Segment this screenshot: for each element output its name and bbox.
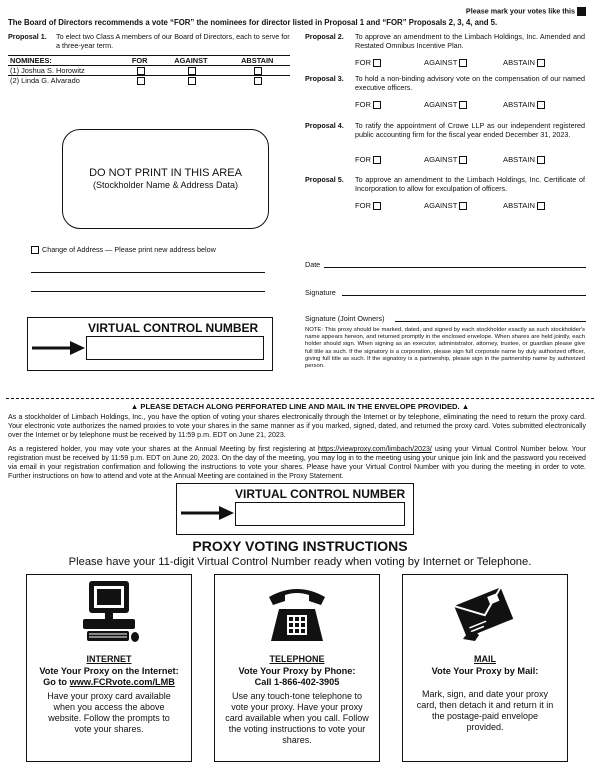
nominee-name: (2) Linda G. Alvarado: [10, 76, 80, 86]
virtual-control-number-box-2: [176, 483, 414, 535]
proposal-5: [305, 176, 585, 193]
proposal-2-for[interactable]: FOR: [355, 58, 381, 67]
abstain-header: ABSTAIN: [241, 56, 274, 65]
nominee-2-abstain-checkbox[interactable]: [254, 77, 262, 85]
proposal-4-abstain[interactable]: ABSTAIN: [503, 155, 545, 164]
proposal-2-label: Proposal 2.: [305, 32, 344, 41]
mail-icon: [453, 579, 517, 645]
change-of-address[interactable]: [31, 246, 216, 255]
do-not-print-label: DO NOT PRINT IN THIS AREA: [89, 167, 242, 179]
internet-heading: Vote Your Proxy on the Internet:: [39, 666, 179, 676]
proposal-5-label: Proposal 5.: [305, 175, 344, 184]
signature-label: Signature: [305, 288, 336, 297]
nominee-row: [8, 76, 290, 86]
proposal-3-for[interactable]: FOR: [355, 100, 381, 109]
nominee-2-for-checkbox[interactable]: [137, 77, 145, 85]
telephone-body: Use any touch-tone telephone to vote your proxy. Have your proxy card available when you call. Follow the voting instructions to vote your shares.: [225, 690, 369, 745]
fcrvote-link[interactable]: www.FCRvote.com/LMB: [69, 677, 175, 688]
telephone-card: [214, 574, 380, 762]
proposal-5-against[interactable]: AGAINST: [424, 201, 467, 210]
proposal-4-label: Proposal 4.: [305, 121, 344, 130]
internet-title: INTERNET: [86, 654, 132, 664]
proposal-3: [305, 75, 585, 92]
proposal-3-abstain[interactable]: ABSTAIN: [503, 100, 545, 109]
proposal-4-text: To ratify the appointment of Crowe LLP as our independent registered public accounting firm for the fiscal year ended December 31, 2023.: [355, 121, 585, 139]
signing-note: NOTE: This proxy should be marked, dated, and signed by each stockholder exactly as such stockholder's name appears hereon, and returned promptly in the enclosed envelope. When shares are held jointly, each holder should sign. When signing as an executor, administrator, attorney, trustee, or guardian please give full title as such. If the signatory is a corporation, please sign full corporate name by duly authorized officer, giving full title as such. If the signatory is a partnership, please sign in the partnership name by authorized person.: [305, 327, 585, 370]
proposal-1-label: Proposal 1.: [8, 32, 47, 41]
mail-body: Mark, sign, and date your proxy card, then detach it and return it in the postage-paid envelope provided.: [416, 689, 554, 733]
date-label: Date: [305, 260, 321, 269]
nominee-name: (1) Joshua S. Horowitz: [10, 66, 85, 76]
detach-instruction: ▲ PLEASE DETACH ALONG PERFORATED LINE AND MAIL IN THE ENVELOPE PROVIDED. ▲: [130, 402, 470, 411]
vcn-label: VIRTUAL CONTROL NUMBER: [88, 321, 259, 335]
proposal-2-abstain[interactable]: ABSTAIN: [503, 58, 545, 67]
vcn-field[interactable]: [86, 336, 264, 360]
proposal-2: [305, 33, 585, 50]
annual-meeting-paragraph: As a registered holder, you may vote your shares at the Annual Meeting by first registering at https://viewproxy.com/limbach/2023/ using your Virtual Control Number below. Your registration must be received by 11:59 p.m. EDT on June 20, 2023. On the day of the meeting, you may log in to the meeting using your unique join link and the password you received via email in your registration confirmation and following the instructions to vote your shares. Please have your Virtual Control Number with you during the meeting in order to vote. Further instructions on how to attend and vote at the Annual Meeting are contained in the Proxy Statement.: [8, 445, 586, 480]
nominee-row: [8, 66, 290, 76]
proposal-5-abstain[interactable]: ABSTAIN: [503, 201, 545, 210]
proposal-2-against[interactable]: AGAINST: [424, 58, 467, 67]
electronic-voting-paragraph: As a stockholder of Limbach Holdings, Inc., you have the option of voting your shares electronically through the Internet or by telephone, eliminating the need to return the proxy card. Your electronic vote authorizes the named proxies to vote your shares in the same manner as if you marked, signed, dated, and returned the proxy card. Votes submitted electronically over the Internet or by telephone must be received by 11:59 p.m. EDT on June 21, 2023.: [8, 413, 586, 439]
proposal-5-text: To approve an amendment to the Limbach Holdings, Inc. Certificate of Incorporation to allow for exculpation of officers.: [355, 175, 585, 193]
proposal-4-against[interactable]: AGAINST: [424, 155, 467, 164]
proposal-5-for[interactable]: FOR: [355, 201, 381, 210]
proposal-2-text: To approve an amendment to the Limbach Holdings, Inc. Amended and Restated Omnibus Incentive Plan.: [355, 32, 585, 50]
proposal-3-against[interactable]: AGAINST: [424, 100, 467, 109]
virtual-control-number-box: [27, 317, 273, 371]
viewproxy-link[interactable]: https://viewproxy.com/limbach/2023/: [318, 445, 432, 453]
proposal-3-text: To hold a non-binding advisory vote on the compensation of our named executive officers.: [355, 74, 585, 92]
vcn-label-2: VIRTUAL CONTROL NUMBER: [235, 487, 406, 501]
against-header: AGAINST: [174, 56, 208, 65]
instructions-title: PROXY VOTING INSTRUCTIONS: [192, 538, 408, 554]
arrow-right-icon: [181, 505, 235, 521]
internet-card: [26, 574, 192, 762]
proposal-4-for[interactable]: FOR: [355, 155, 381, 164]
signature-joint-label: Signature (Joint Owners): [305, 314, 385, 323]
signature-line[interactable]: [342, 295, 586, 296]
proposal-1: [8, 33, 290, 50]
instructions-subtitle: Please have your 11-digit Virtual Control Number ready when voting by Internet or Telephone.: [68, 556, 532, 568]
mail-card: [402, 574, 568, 762]
proposal-3-label: Proposal 3.: [305, 74, 344, 83]
internet-body: Have your proxy card available when you access the above website. Follow the prompts to vote your shares.: [47, 690, 171, 734]
telephone-number[interactable]: Call 1-866-402-3905: [254, 677, 340, 688]
mail-heading: Vote Your Proxy by Mail:: [431, 666, 539, 676]
address-line-2[interactable]: [31, 291, 265, 292]
proposal-4: [305, 122, 585, 139]
nominee-1-abstain-checkbox[interactable]: [254, 67, 262, 75]
address-data-label: (Stockholder Name & Address Data): [92, 180, 239, 190]
proposal-1-text: To elect two Class A members of our Board of Directors, each to serve for a three-year term.: [56, 32, 290, 50]
vcn-field-2[interactable]: [235, 502, 405, 526]
nominees-header: NOMINEES:: [10, 56, 52, 65]
address-line-1[interactable]: [31, 272, 265, 273]
internet-url-line: Go to www.FCRvote.com/LMB: [43, 677, 175, 688]
nominee-1-against-checkbox[interactable]: [188, 67, 196, 75]
telephone-heading: Vote Your Proxy by Phone:: [238, 666, 356, 676]
board-recommendation: The Board of Directors recommends a vote “FOR” the nominees for director listed in Proposal 1 and “FOR” Proposals 2, 3, 4, and 5.: [8, 18, 498, 27]
signature-joint-line[interactable]: [395, 321, 586, 322]
perforated-line: [6, 398, 594, 399]
nominee-2-against-checkbox[interactable]: [188, 77, 196, 85]
change-of-address-checkbox[interactable]: [31, 246, 39, 254]
nominee-1-for-checkbox[interactable]: [137, 67, 145, 75]
computer-icon: [77, 579, 141, 645]
address-area: [62, 129, 269, 229]
for-header: FOR: [131, 56, 148, 65]
mail-title: MAIL: [474, 654, 496, 664]
nominees-table: [8, 55, 290, 85]
mark-note: Please mark your votes like this: [466, 7, 586, 16]
marked-box-example: [577, 7, 586, 16]
arrow-right-icon: [32, 340, 86, 356]
date-line[interactable]: [324, 267, 586, 268]
telephone-icon: [265, 579, 329, 645]
telephone-title: TELEPHONE: [269, 654, 325, 664]
change-of-address-label: Change of Address — Please print new address below: [42, 245, 216, 254]
